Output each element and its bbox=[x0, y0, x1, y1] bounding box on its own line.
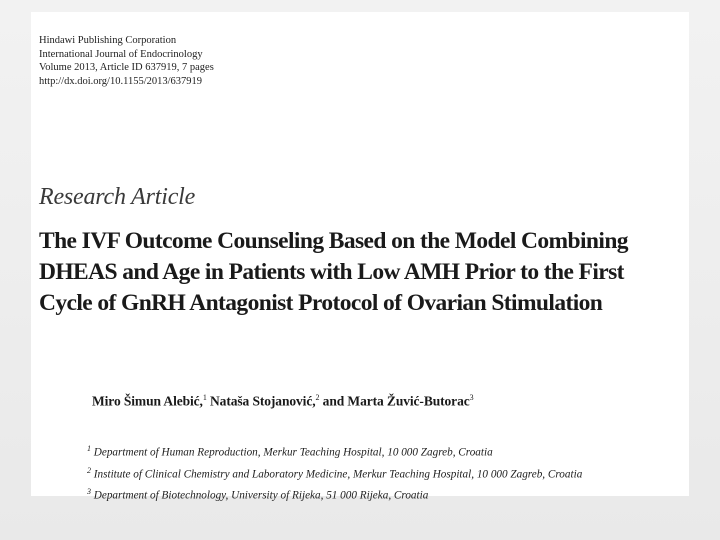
journal-header bbox=[39, 34, 214, 88]
publisher-name: Hindawi Publishing Corporation bbox=[39, 35, 177, 46]
paper-page bbox=[31, 12, 689, 503]
doi-link[interactable]: http://dx.doi.org/10.1155/2013/637919 bbox=[39, 75, 203, 87]
affiliation-text: Institute of Clinical Chemistry and Laboratory Medicine, Merkur Teaching Hospital, 10 000 Zagreb, Croatia bbox=[93, 468, 583, 481]
affiliation bbox=[87, 440, 582, 462]
author-affiliation-number: 3 bbox=[469, 393, 474, 402]
affiliation-number: 2 bbox=[87, 465, 91, 475]
author-name: Marta Žuvić-Butorac bbox=[347, 393, 470, 409]
author-name: Miro Šimun Alebić, bbox=[92, 393, 203, 409]
volume-info: Volume 2013, Article ID 637919, 7 pages bbox=[39, 62, 214, 74]
author-affiliation-number: 1 bbox=[202, 393, 207, 402]
affiliation-number: 1 bbox=[87, 444, 91, 453]
affiliation bbox=[87, 462, 582, 484]
affiliation-list bbox=[87, 440, 582, 505]
author-list bbox=[92, 393, 474, 410]
article-type: Research Article bbox=[39, 184, 196, 210]
title-line: Cycle of GnRH Antagonist Protocol of Ovarian Stimulation bbox=[39, 290, 603, 316]
title-line: The IVF Outcome Counseling Based on the Model Combining bbox=[39, 228, 628, 254]
author-name: Nataša Stojanović, bbox=[210, 393, 316, 409]
affiliation-number: 3 bbox=[87, 487, 91, 497]
affiliation-text: Department of Human Reproduction, Merkur Teaching Hospital, 10 000 Zagreb, Croatia bbox=[93, 446, 493, 459]
author-separator: and bbox=[319, 393, 348, 409]
journal-name: International Journal of Endocrinology bbox=[39, 48, 203, 60]
article-title bbox=[39, 226, 684, 319]
title-line: DHEAS and Age in Patients with Low AMH Prior to the First bbox=[39, 259, 624, 285]
author-affiliation-number: 2 bbox=[315, 393, 320, 402]
affiliation bbox=[87, 483, 582, 505]
affiliation-text: Department of Biotechnology, University of Rijeka, 51 000 Rijeka, Croatia bbox=[93, 490, 429, 503]
